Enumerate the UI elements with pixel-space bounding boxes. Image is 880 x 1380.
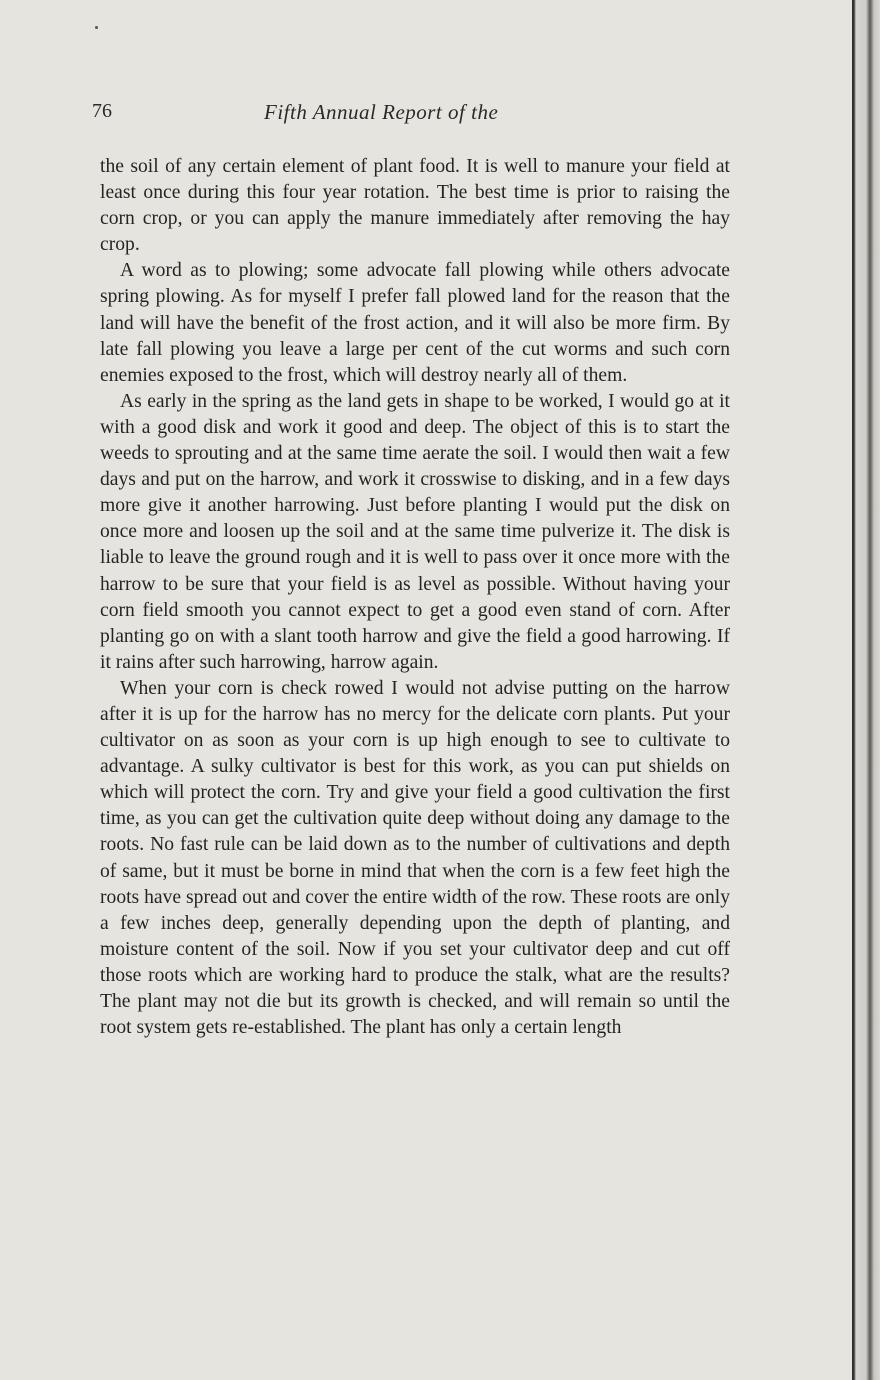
running-title: Fifth Annual Report of the: [264, 100, 499, 124]
paragraph-spring-work: As early in the spring as the land gets in shape to be worked, I would go at it with a good disk and work it good and deep. The object of this is to start the weeds to sprouting and at the same time aerate the soil. I would then wait a few days and put on the harrow, and work it crosswise to disking, and in a few days more give it another harrowing. Just before planting I would put the disk on once more and loosen up the soil and at the same time pulverize it. The disk is liable to leave the ground rough and it is well to pass over it once more with the harrow to be sure that your field is as level as possible. Without having your corn field smooth you cannot expect to get a good even stand of corn. After planting go on with a slant tooth harrow and give the field a good harrowing. If it rains after such harrowing, harrow again.: [100, 390, 730, 673]
paragraph-cultivation: When your corn is check rowed I would not advise putting on the harrow after it is up for the harrow has no mercy for the delicate corn plants. Put your cultivator on as soon as your corn is up high enough to see to cultivate to advantage. A sulky cultivator is best for this work, as you can put shields on which will protect the corn. Try and give your field a good cultivation the first time, as you can get the cultivation quite deep without doing any damage to the roots. No fast rule can be laid down as to the number of cultivations and depth of same, but it must be borne in mind that when the corn is a few feet high the roots have spread out and cover the entire width of the row. These roots are only a few inches deep, generally depending upon the depth of planting, and moisture content of the soil. Now if you set your cultivator deep and cut off those roots which are working hard to produce the stalk, what are the results? The plant may not die but its growth is checked, and will remain so until the root system gets re-established. The plant has only a certain length: [100, 677, 730, 1039]
book-binding-edge: [852, 0, 880, 1380]
body-text: [100, 154, 730, 1041]
page-header: [92, 100, 732, 130]
page-number: 76: [92, 100, 112, 122]
paper-speck: [95, 26, 98, 29]
paragraph-plowing: A word as to plowing; some advocate fall plowing while others advocate spring plowing. As for myself I prefer fall plowed land for the reason that the land will have the benefit of the frost action, and it will also be more firm. By late fall plowing you leave a large per cent of the cut worms and such corn enemies exposed to the frost, which will destroy nearly all of them.: [100, 260, 730, 386]
paragraph-continuation: the soil of any certain element of plant food. It is well to manure your field at least once during this four year rotation. The best time is prior to raising the corn crop, or you can apply the manure immediately after removing the hay crop.: [100, 156, 730, 256]
